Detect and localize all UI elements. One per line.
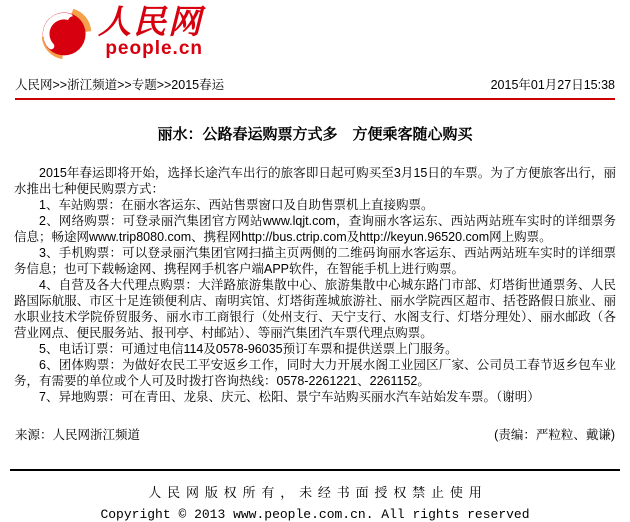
breadcrumb[interactable]: 人民网>>浙江频道>>专题>>2015春运 [15,78,225,92]
article-body [0,165,630,405]
article-paragraph: 1、车站购票：在丽水客运东、西站售票窗口及自助售票机上直接购票。 [39,198,434,212]
article-paragraph: 7、异地购票：可在青田、龙泉、庆元、松阳、景宁车站购买丽水汽车站始发车票。（谢明） [39,390,540,404]
logo-text [98,2,203,59]
footer-copyright-en: Copyright © 2013 www.people.com.cn. All rights reserved [100,507,530,522]
article-paragraph: 2、网络购票：可登录丽汽集团官方网站www.lqjt.com，查询丽水客运东、西站两站班车实时的详细票务信息；畅途网www.trip8080.com、携程网http://bus.ctrip.com及http://keyun.96520.com网上购票。 [14,214,616,244]
footer-copyright-cn: 人民网版权所有，未经书面授权禁止使用 [148,485,488,500]
article-paragraph: 3、手机购票：可以登录丽汽集团官网扫描主页两侧的二维码询丽水客运东、西站两站班车实时的详细票务信息；也可下载畅途网、携程网手机客户端APP软件，在智能手机上进行购票。 [14,246,616,276]
article-paragraph: 5、电话订票：可通过电信114及0578-96035预订车票和提供送票上门服务。 [39,342,458,356]
publish-datetime: 2015年01月27日15:38 [490,78,615,92]
people-logo-swirl-icon [38,5,94,61]
article-paragraph: 6、团体购票：为做好农民工平安返乡工作，同时大力开展水阁工业园区厂家、公司员工春节返乡包车业务，有需要的单位或个人可及时拨打咨询热线：0578-2261221、2261152。 [14,358,616,388]
article-paragraph: 4、自营及各大代理点购票：大洋路旅游集散中心、旅游集散中心城东路门市部、灯塔街世通票务、人民路国际航服、市区十足连锁便利店、南明宾馆、灯塔街莲城旅游社、丽水学院西区超市、括苍路假日旅业、丽水职业技术学院侨贸服务、丽水市工商银行（处州支行、天宁支行、水阁支行、灯塔分理处）、丽水邮政（各营业网点、便民服务站、报刊亭、村邮站）、等丽汽集团汽车票代理点购票。 [14,278,616,340]
logo-chinese-name: 人民网 [98,2,203,41]
article-editor: (责编：严粒粒、戴谦) [494,428,615,442]
red-divider [15,98,615,100]
footer-divider [10,469,620,471]
article-paragraph: 2015年春运即将开始，选择长途汽车出行的旅客即日起可购买至3月15日的车票。为了方便旅客出行，丽水推出七种便民购票方式： [14,166,616,196]
article-meta [0,425,630,443]
article-source: 来源：人民网浙江频道 [15,428,141,442]
article-title: 丽水：公路春运购票方式多 方便乘客随心购买 [157,126,473,143]
logo-domain-name: people.cn [105,38,203,59]
people-cn-logo[interactable] [38,2,203,61]
breadcrumb-bar [0,75,630,93]
header [0,0,630,66]
